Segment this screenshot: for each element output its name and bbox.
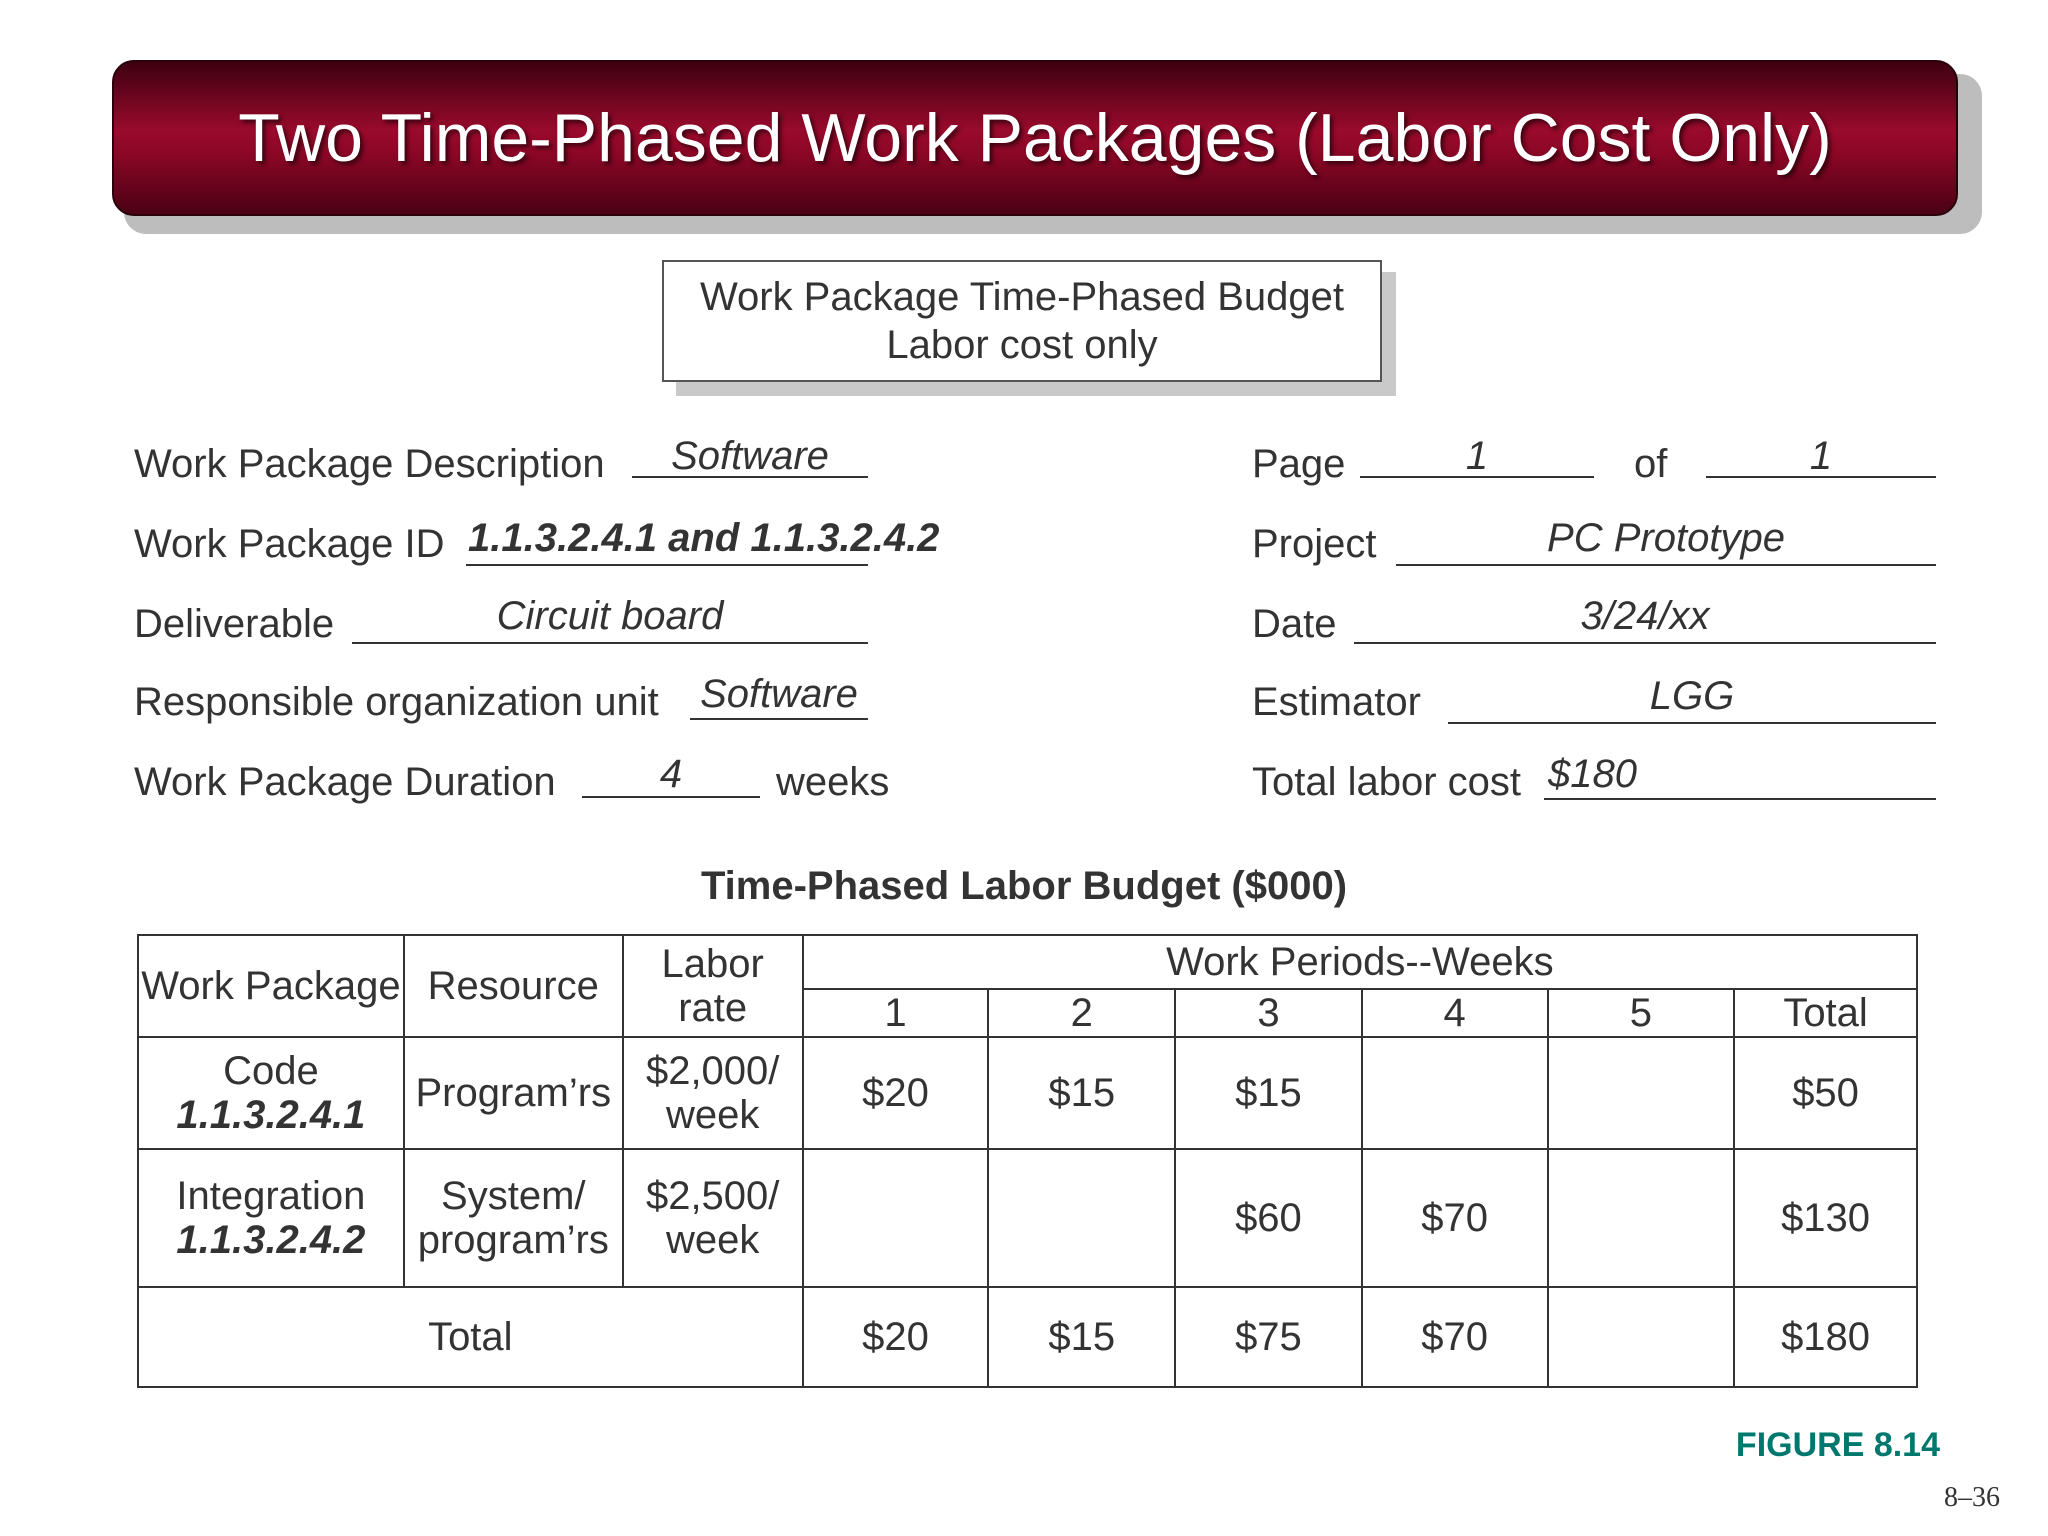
- row-1-work-package: [138, 1037, 404, 1149]
- total-row-week-1: $20: [803, 1287, 989, 1387]
- total-row-week-5: [1548, 1287, 1735, 1387]
- row-2-work-package: [138, 1149, 404, 1287]
- page-number: 8–36: [1944, 1482, 2000, 1513]
- header-week-3: 3: [1175, 989, 1362, 1037]
- total-labor-cost-value: $180: [1548, 752, 1637, 796]
- row-1-name: Code: [223, 1049, 319, 1093]
- id-value: 1.1.3.2.4.1 and 1.1.3.2.4.2: [468, 516, 940, 560]
- total-row-week-2: $15: [988, 1287, 1175, 1387]
- deliverable-value: Circuit board: [496, 594, 724, 638]
- row-1-week-3: $15: [1175, 1037, 1362, 1149]
- org-unit-value: Software: [700, 672, 858, 716]
- row-1-resource: Program’rs: [404, 1037, 623, 1149]
- id-line: [466, 564, 868, 566]
- header-total: Total: [1734, 989, 1917, 1037]
- row-1-week-2: $15: [988, 1037, 1175, 1149]
- header-week-2: 2: [988, 989, 1175, 1037]
- org-unit-line: [690, 718, 868, 720]
- duration-value: 4: [659, 752, 683, 796]
- header-resource: Resource: [404, 935, 623, 1037]
- header-box-line1: Work Package Time-Phased Budget: [699, 275, 1345, 319]
- row-2-rate-line1: $2,500/: [645, 1174, 780, 1218]
- description-label: Work Package Description: [134, 442, 605, 486]
- row-2-week-4: $70: [1362, 1149, 1548, 1287]
- estimator-line: [1448, 722, 1936, 724]
- row-2-week-3: $60: [1175, 1149, 1362, 1287]
- labor-budget-table: [137, 934, 1918, 1388]
- row-2-week-5: [1548, 1149, 1735, 1287]
- title-bar: [112, 60, 1958, 216]
- row-1-week-4: [1362, 1037, 1548, 1149]
- page-value: 1: [1465, 434, 1489, 478]
- project-label: Project: [1252, 522, 1377, 566]
- row-1-total: $50: [1734, 1037, 1917, 1149]
- header-week-5: 5: [1548, 989, 1735, 1037]
- estimator-label: Estimator: [1252, 680, 1421, 724]
- total-row-week-4: $70: [1362, 1287, 1548, 1387]
- total-row-total: $180: [1734, 1287, 1917, 1387]
- header-box-line2: Labor cost only: [886, 323, 1158, 367]
- header-labor-rate: Labor rate: [623, 935, 803, 1037]
- row-1-rate-line2: week: [666, 1093, 760, 1137]
- row-1-code: 1.1.3.2.4.1: [176, 1093, 366, 1137]
- deliverable-line: [352, 642, 868, 644]
- slide-title: Two Time-Phased Work Packages (Labor Cost Only): [238, 100, 1832, 176]
- table-row: [138, 1037, 1917, 1149]
- row-2-name: Integration: [176, 1174, 366, 1218]
- row-2-total: $130: [1734, 1149, 1917, 1287]
- row-2-resource: [404, 1149, 623, 1287]
- header-work-periods: Work Periods--Weeks: [803, 935, 1917, 989]
- row-2-rate: [623, 1149, 803, 1287]
- header-work-package: Work Package: [138, 935, 404, 1037]
- total-labor-cost-label: Total labor cost: [1252, 760, 1522, 804]
- table-title: Time-Phased Labor Budget ($000): [700, 864, 1348, 908]
- org-unit-label: Responsible organization unit: [134, 680, 659, 724]
- row-2-code: 1.1.3.2.4.2: [176, 1218, 366, 1262]
- page-of-value: 1: [1809, 434, 1833, 478]
- row-1-week-5: [1548, 1037, 1735, 1149]
- project-value: PC Prototype: [1547, 516, 1785, 560]
- header-box: [662, 260, 1382, 382]
- id-label: Work Package ID: [134, 522, 445, 566]
- date-value: 3/24/xx: [1580, 594, 1710, 638]
- date-label: Date: [1252, 602, 1337, 646]
- duration-unit: weeks: [776, 760, 890, 804]
- description-value: Software: [671, 434, 829, 478]
- row-1-rate-line1: $2,000/: [645, 1049, 780, 1093]
- header-week-4: 4: [1362, 989, 1548, 1037]
- row-2-week-1: [803, 1149, 989, 1287]
- total-row-week-3: $75: [1175, 1287, 1362, 1387]
- table-total-row: [138, 1287, 1917, 1387]
- header-week-1: 1: [803, 989, 989, 1037]
- duration-label: Work Package Duration: [134, 760, 556, 804]
- row-1-rate: [623, 1037, 803, 1149]
- table-row: [138, 1149, 1917, 1287]
- row-2-resource-line2: program’rs: [417, 1218, 609, 1262]
- total-row-label: Total: [138, 1287, 803, 1387]
- date-line: [1354, 642, 1936, 644]
- figure-label: FIGURE 8.14: [1735, 1426, 1940, 1464]
- total-labor-cost-line: [1544, 798, 1936, 800]
- row-1-week-1: $20: [803, 1037, 989, 1149]
- page-label: Page: [1252, 442, 1346, 486]
- deliverable-label: Deliverable: [134, 602, 335, 646]
- estimator-value: LGG: [1649, 674, 1735, 718]
- row-2-rate-line2: week: [666, 1218, 760, 1262]
- row-2-resource-line1: System/: [441, 1174, 586, 1218]
- row-2-week-2: [988, 1149, 1175, 1287]
- project-line: [1396, 564, 1936, 566]
- page-of-label: of: [1634, 442, 1668, 486]
